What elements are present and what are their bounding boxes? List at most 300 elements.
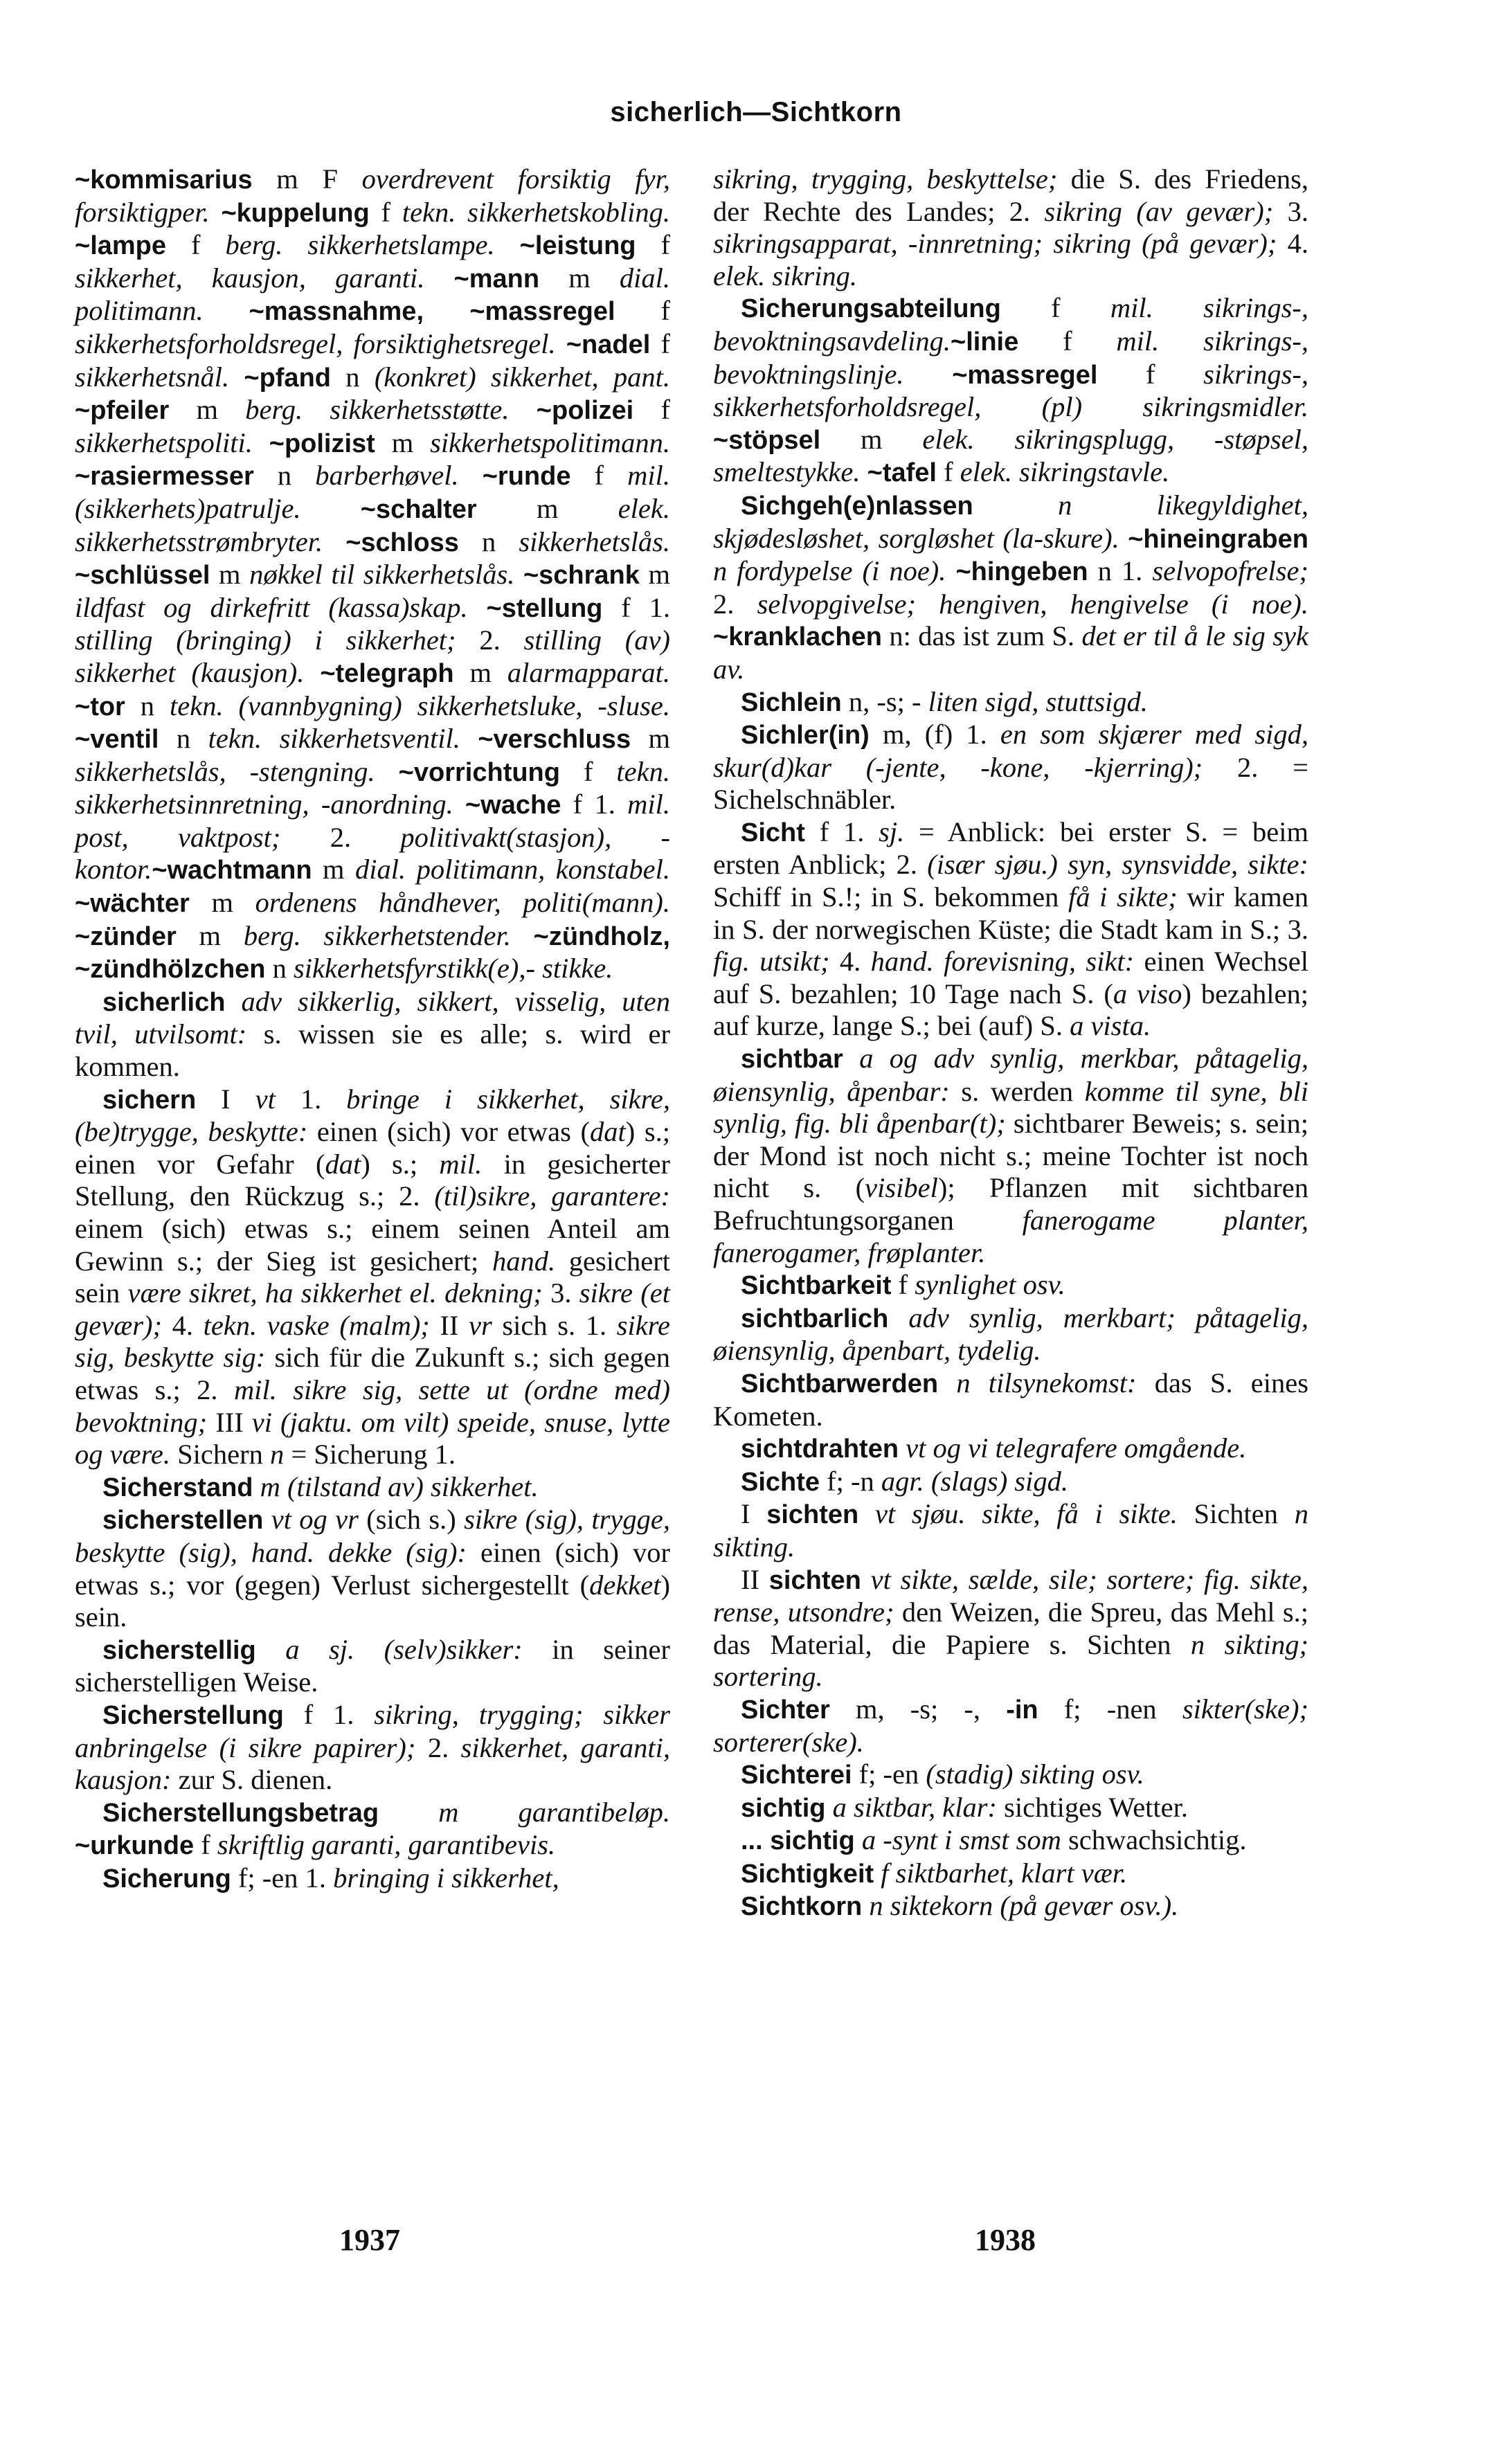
entry-text: [861, 456, 867, 487]
entry-headword: Sichtbarkeit: [741, 1271, 892, 1301]
dictionary-entry: [713, 1367, 1308, 1432]
entry-text: schwachsichtig.: [1061, 1824, 1247, 1856]
entry-text: [874, 1857, 881, 1889]
entry-headword: ~polizei: [536, 396, 634, 426]
dictionary-entry: [713, 1498, 1308, 1563]
entry-gloss: barberhøvel.: [315, 460, 459, 492]
dictionary-entry: [75, 163, 670, 986]
entry-gloss: selvopofrelse;: [1152, 555, 1308, 587]
entry-text: 3.: [542, 1277, 579, 1309]
entry-headword: ~leistung: [519, 231, 636, 261]
entry-text: sichtiges Wetter.: [996, 1791, 1189, 1823]
entry-text: einem (sich) etwas s.; einem seinen Anteil am Gewinn s.; der Sieg ist gesichert;: [75, 1213, 670, 1277]
entry-text: [210, 197, 222, 228]
entry-headword: Sichler(in): [741, 721, 870, 750]
entry-gloss: sj.: [879, 816, 905, 847]
entry-gloss: fig. utsikt;: [713, 946, 830, 978]
dictionary-entry: [713, 686, 1308, 719]
entry-gloss: vt sikte, sælde, sile; sortere; fig. sikte, rense, utsondre;: [713, 1563, 1309, 1628]
entry-headword: Sicherstellungsbetrag: [102, 1798, 379, 1828]
entry-headword: ~hineingraben: [1128, 524, 1308, 554]
dictionary-entry: [713, 163, 1308, 292]
entry-text: m: [176, 919, 244, 951]
entry-text: s. werden: [949, 1075, 1085, 1107]
dictionary-entry: [75, 1699, 670, 1797]
entry-headword: ~zündholz, ~zündhölzchen: [75, 921, 670, 984]
entry-gloss: a -synt i smst som: [861, 1824, 1061, 1856]
entry-text: [825, 1792, 832, 1823]
dictionary-entry: [75, 1471, 670, 1504]
entry-text: [304, 657, 320, 688]
dictionary-entry: [75, 1797, 670, 1862]
entry-gloss: sikkerhetspolitimann.: [430, 426, 670, 458]
entry-text: m F: [252, 163, 362, 195]
entry-text: 3.: [1273, 195, 1308, 227]
entry-text: f: [570, 460, 628, 492]
entry-headword: ~nadel: [566, 330, 651, 359]
entry-text: m: [169, 394, 246, 426]
entry-headword: ~telegraph: [320, 658, 454, 688]
entry-text: n: [125, 690, 170, 721]
entry-headword: -in: [1006, 1695, 1038, 1725]
dictionary-entry: [713, 1857, 1308, 1891]
entry-text: f: [1000, 292, 1110, 324]
entry-text: 1.: [275, 1083, 347, 1115]
entry-text: [495, 229, 520, 260]
entry-gloss: bringing i sikkerhet,: [333, 1862, 559, 1893]
entry-gloss: (til)sikre, garantere:: [434, 1180, 670, 1212]
entry-text: f: [166, 229, 226, 261]
entry-gloss: sikring, trygging; sikker anbringelse (i sikre papirer);: [75, 1698, 670, 1763]
entry-text: II: [429, 1309, 469, 1341]
entry-gloss: dekket: [589, 1569, 661, 1601]
entry-gloss: n sikting; sortering.: [713, 1628, 1308, 1693]
dictionary-entry: [713, 719, 1308, 816]
entry-text: m: [639, 559, 670, 591]
dictionary-entry: [713, 1824, 1308, 1857]
entry-text: einen (sich) vor etwas s.; vor (gegen) Verlust sichergestellt (: [75, 1536, 670, 1601]
entry-headword: ~massnahme, ~massregel: [249, 297, 615, 327]
entry-headword: sichern: [102, 1085, 197, 1115]
entry-gloss: m garantibeløp.: [438, 1796, 670, 1828]
entry-text: m: [312, 854, 355, 885]
entry-text: [204, 295, 249, 326]
entry-gloss: ordenens håndhever, politi(mann).: [255, 887, 670, 919]
entry-text: [510, 394, 537, 425]
entry-gloss: (konkret) sikkerhet, pant.: [374, 361, 670, 393]
entry-headword: ~wächter: [75, 889, 190, 919]
entry-text: f: [369, 196, 402, 228]
entry-text: n: [331, 361, 375, 393]
entry-text: [855, 1824, 862, 1855]
entry-text: [453, 789, 465, 820]
entry-gloss: berg. sikkerhetslampe.: [225, 229, 495, 261]
entry-headword: ~verschluss: [478, 725, 631, 755]
dictionary-entry: [75, 986, 670, 1083]
entry-text: f; -nen: [1038, 1693, 1182, 1725]
entry-headword: ~massregel: [952, 360, 1098, 390]
entry-text: sich für die Zukunft s.; sich gegen etwas s.; 2.: [75, 1342, 671, 1405]
entry-gloss: politivakt(stasjon), -kontor.: [75, 821, 671, 885]
entry-gloss: hand. forevisning, sikt:: [870, 946, 1135, 978]
entry-gloss: være sikret, ha sikkerhet el. dekning;: [127, 1277, 543, 1309]
entry-text: den Weizen, die Spreu, das Mehl s.; das Material, die Papiere s. Sichten: [713, 1596, 1308, 1660]
entry-text: einen Wechsel auf S. bezahlen; 10 Tage nach S. (: [713, 946, 1308, 1009]
entry-headword: ~rasiermesser: [75, 462, 254, 492]
entry-text: n: [265, 953, 294, 984]
entry-text: I: [196, 1083, 255, 1115]
entry-gloss: vt sjøu. sikte, få i sikte.: [874, 1498, 1178, 1530]
entry-gloss: sikkerhetslås.: [519, 525, 670, 557]
entry-gloss: bringe i sikkerhet, sikre, (be)trygge, beskytte:: [75, 1083, 670, 1148]
entry-gloss: en som skjærer med sigd, skur(d)kar (-jente, -kone, -kjerring);: [713, 719, 1308, 783]
entry-gloss: a og adv synlig, merkbar, påtagelig, øiensynlig, åpenbar:: [713, 1043, 1309, 1107]
entry-headword: sichtbar: [741, 1045, 843, 1074]
entry-gloss: a siktbar, klar:: [832, 1791, 997, 1823]
entry-text: 2.: [456, 624, 524, 656]
dictionary-entry: [713, 816, 1308, 1043]
entry-headword: Sicht: [741, 818, 805, 847]
entry-text: = Sicherung 1.: [284, 1439, 456, 1470]
entry-gloss: f siktbarhet, klart vær.: [881, 1857, 1128, 1889]
entry-gloss: stilling (av) sikkerhet (kausjon).: [75, 624, 670, 688]
dictionary-entry: [713, 1269, 1308, 1302]
entry-text: m: [631, 723, 671, 755]
entry-gloss: mil.: [439, 1148, 483, 1180]
entry-text: [938, 1367, 956, 1398]
entry-text: n: [253, 460, 316, 492]
entry-text: [1119, 523, 1128, 554]
entry-text: 2. = Sichelschnäbler.: [713, 751, 1309, 816]
running-header: sicherlich—Sichtkorn: [610, 97, 902, 127]
entry-headword: sichtbarlich: [741, 1304, 889, 1333]
entry-text: [862, 1890, 869, 1921]
entry-text: sich s. 1.: [492, 1309, 617, 1341]
entry-text: f 1.: [602, 591, 670, 623]
entry-headword: Sicherung: [102, 1864, 231, 1893]
entry-text: = Anblick: bei erster S. = beim ersten Anblick; 2.: [713, 816, 1308, 881]
entry-text: [253, 1471, 260, 1502]
entry-headword: ~polizist: [269, 429, 375, 458]
entry-headword: Sichtigkeit: [741, 1859, 874, 1889]
dictionary-entry: [713, 292, 1308, 489]
entry-headword: ~stöpsel: [713, 425, 821, 455]
entry-text: [511, 920, 534, 951]
entry-headword: sichten: [768, 1565, 861, 1595]
entry-gloss: sikrings-, sikkerhetsforholdsregel, (pl) sikringsmidler.: [713, 358, 1308, 423]
entry-gloss: nøkkel til sikkerhetslås.: [249, 559, 515, 591]
entry-headword: sichtdrahten: [741, 1434, 899, 1464]
entry-text: ) bezahlen; auf kurze, lange S.; bei (auf) S.: [713, 978, 1308, 1042]
dictionary-entry: [713, 1432, 1308, 1466]
entry-text: [858, 1498, 875, 1529]
entry-text: [946, 555, 955, 586]
entry-headword: Sicherstand: [102, 1473, 253, 1502]
entry-gloss: a vista.: [1070, 1010, 1151, 1042]
entry-headword: Sichlein: [741, 687, 842, 717]
entry-gloss: mil. post, vaktpost;: [75, 789, 670, 853]
entry-gloss: tekn. sikkerhetsinnretning, -anordning.: [75, 755, 671, 820]
entry-gloss: sikkerhetspoliti.: [75, 426, 253, 458]
entry-text: f 1.: [561, 789, 628, 820]
entry-text: f: [194, 1829, 217, 1861]
entry-headword: ~lampe: [75, 231, 167, 261]
entry-text: [253, 427, 269, 458]
entry-gloss: elek. sikringstavle.: [960, 456, 1170, 488]
entry-gloss: få i sikte;: [1068, 881, 1178, 913]
dictionary-entry: [713, 1043, 1308, 1269]
entry-gloss: visibel: [865, 1172, 938, 1204]
entry-text: f: [936, 456, 960, 488]
entry-text: gesichert sein: [75, 1245, 670, 1309]
entry-text: m: [476, 492, 618, 524]
entry-text: n: [159, 723, 208, 755]
entry-gloss: sikre (et gevær);: [75, 1277, 670, 1341]
entry-gloss: vi (jaktu. om vilt) speide, snuse, lytte og være.: [75, 1406, 670, 1470]
entry-text: sichtbarer Beweis; s. sein; der Mond ist noch nicht s.; meine Tochter ist noch nicht s. (: [713, 1108, 1308, 1204]
entry-text: 2.: [415, 1731, 461, 1763]
entry-gloss: fanerogame planter, fanerogamer, frøplanter.: [713, 1205, 1308, 1268]
entry-text: [256, 1634, 286, 1665]
entry-gloss: n siktekorn (på gevær osv.).: [869, 1890, 1179, 1922]
entry-text: f: [891, 1269, 915, 1301]
entry-text: 2.: [713, 588, 757, 620]
entry-headword: Sicherungsabteilung: [741, 294, 1001, 324]
dictionary-entry: [713, 1758, 1308, 1792]
entry-headword: ~tafel: [867, 458, 937, 488]
entry-gloss: vt: [255, 1083, 276, 1115]
entry-text: m: [375, 426, 431, 458]
entry-headword: sicherlich: [102, 987, 226, 1017]
entry-headword: ~vorrichtung: [398, 757, 560, 787]
entry-text: [323, 526, 345, 557]
entry-headword: ~ventil: [75, 725, 159, 755]
entry-text: m: [820, 423, 923, 455]
entry-gloss: m (tilstand av) sikkerhet.: [260, 1470, 539, 1502]
entry-headword: ~kommisarius: [75, 165, 253, 195]
entry-text: [514, 559, 523, 590]
entry-headword: ~pfand: [244, 363, 331, 393]
entry-headword: ... sichtig: [741, 1826, 855, 1856]
entry-text: [888, 1302, 908, 1333]
entry-headword: ~hingeben: [955, 557, 1088, 587]
entry-gloss: stilling (bringing) i sikkerhet;: [75, 624, 456, 656]
entry-text: f: [636, 229, 670, 261]
entry-gloss: synlighet osv.: [915, 1269, 1065, 1301]
entry-text: Schiff in S.!; in S. bekommen: [713, 881, 1069, 913]
entry-headword: ~urkunde: [75, 1831, 195, 1861]
entry-text: I: [741, 1498, 767, 1530]
entry-text: [904, 359, 953, 390]
entry-headword: ~schlüssel: [75, 561, 210, 591]
entry-headword: Sicherstellung: [102, 1700, 284, 1730]
entry-gloss: sikre (sig), trygge, beskytte (sig), hand. dekke (sig):: [75, 1504, 670, 1568]
entry-gloss: berg. sikkerhetstender.: [243, 919, 511, 951]
entry-gloss: sikter(ske); sorterer(ske).: [713, 1693, 1308, 1758]
entry-gloss: sikring, trygging, beskyttelse;: [713, 163, 1058, 195]
entry-text: 4.: [161, 1309, 204, 1341]
dictionary-entry: [713, 1466, 1308, 1499]
dictionary-entry: [75, 1504, 670, 1633]
entry-text: [301, 493, 361, 524]
entry-text: einen (sich) vor etwas (: [307, 1116, 590, 1148]
entry-headword: ~runde: [482, 462, 571, 492]
entry-headword: ~pfeiler: [75, 396, 170, 426]
dictionary-entry: [75, 1083, 670, 1471]
entry-gloss: sikkerhet, kausjon, garanti.: [75, 262, 425, 294]
entry-gloss: a viso: [1113, 978, 1182, 1009]
entry-headword: ~mann: [453, 264, 540, 294]
entry-gloss: sikkerhetsforholdsregel, forsiktighetsregel.: [75, 327, 556, 359]
entry-headword: ~schrank: [523, 561, 640, 591]
entry-headword: Sichterei: [741, 1761, 852, 1790]
entry-text: das S. eines Kometen.: [713, 1367, 1309, 1432]
entry-text: n: das ist zum S.: [881, 620, 1082, 652]
entry-gloss: alarmapparat.: [507, 656, 670, 688]
entry-gloss: (især sjøu.) syn, synsvidde, sikte:: [927, 849, 1309, 881]
entry-gloss: elek. sikringsplugg, -støpsel, smeltestykke.: [713, 423, 1308, 488]
entry-gloss: sikkerhetslås, -stengning.: [75, 755, 375, 787]
entry-gloss: mil. sikrings-, bevoktningslinje.: [713, 325, 1308, 390]
entry-gloss: sikring (av gevær);: [1044, 195, 1274, 227]
entry-gloss: adv sikkerlig, sikkert, visselig, uten tvil, utvilsomt:: [75, 985, 670, 1050]
entry-gloss: vt og vi telegrafere omgående.: [906, 1432, 1247, 1464]
entry-headword: ~zünder: [75, 921, 177, 951]
entry-gloss: tekn. sikkerhetsventil.: [208, 723, 460, 755]
entry-text: n: [458, 525, 519, 557]
entry-text: [468, 592, 487, 623]
entry-headword: sicherstellen: [102, 1506, 264, 1536]
entry-headword: sichten: [766, 1500, 859, 1530]
entry-text: [556, 328, 566, 359]
entry-text: f: [650, 327, 670, 359]
entry-text: Sichten: [1177, 1498, 1295, 1530]
entry-gloss: elek. sikring.: [713, 260, 858, 291]
dictionary-entry: [713, 1890, 1308, 1923]
entry-gloss: det er til å le sig syk av.: [713, 620, 1308, 685]
entry-text: [843, 1043, 859, 1074]
entry-text: f; -n: [820, 1465, 881, 1497]
entry-text: ) s.; einen vor Gefahr (: [75, 1116, 671, 1180]
entry-text: f: [559, 755, 617, 787]
entry-text: f 1.: [804, 816, 879, 847]
entry-text: [459, 460, 483, 491]
entry-gloss: ildfast og dirkefritt (kassa)skap.: [75, 591, 468, 623]
entry-text: Sichern: [170, 1439, 270, 1470]
entry-text: s. wissen sie es alle; s. wird er kommen.: [75, 1018, 671, 1083]
entry-headword: Sichtbarwerden: [741, 1369, 939, 1398]
right-column: [713, 163, 1308, 1923]
entry-headword: Sichter: [741, 1695, 830, 1725]
entry-text: in seiner sicherstelligen Weise.: [75, 1633, 670, 1698]
entry-text: [861, 1564, 871, 1595]
dictionary-entry: [713, 1693, 1308, 1758]
entry-text: ) sein.: [75, 1569, 670, 1633]
entry-text: (sich s.): [358, 1504, 465, 1536]
entry-text: [225, 986, 241, 1017]
entry-headword: sicherstellig: [102, 1635, 256, 1665]
entry-gloss: berg. sikkerhetsstøtte.: [245, 394, 510, 426]
dictionary-entry: [75, 1634, 670, 1699]
entry-headword: Sichgeh(e)nlassen: [741, 491, 973, 521]
entry-text: zur S. dienen.: [171, 1764, 333, 1796]
entry-gloss: liten sigd, stuttsigd.: [928, 685, 1148, 717]
page-number-left: 1937: [339, 2223, 400, 2257]
entry-headword: Sichtkorn: [741, 1892, 863, 1922]
entry-gloss: sikre sig, beskytte sig:: [75, 1309, 671, 1374]
entry-text: 2.: [280, 821, 401, 853]
entry-gloss: tekn. vaske (malm);: [203, 1309, 430, 1341]
dictionary-entry: [713, 1564, 1308, 1693]
entry-gloss: tekn. sikkerhetskobling.: [402, 196, 670, 228]
entry-gloss: mil. (sikkerhets)patrulje.: [75, 460, 671, 524]
entry-gloss: komme til syne, bli synlig, fig. bli åpenbar(t);: [713, 1075, 1308, 1140]
page-number-right: 1938: [975, 2223, 1036, 2257]
entry-gloss: (stadig) sikting osv.: [926, 1758, 1144, 1790]
entry-headword: ~kuppelung: [221, 198, 370, 228]
entry-text: f 1.: [283, 1698, 375, 1730]
entry-gloss: agr. (slags) sigd.: [881, 1465, 1068, 1497]
entry-text: m: [189, 887, 255, 919]
entry-text: [424, 262, 453, 294]
entry-gloss: n: [269, 1439, 285, 1470]
entry-text: f: [1018, 325, 1117, 357]
entry-gloss: mil. sikrings-, bevoktningsavdeling.: [713, 292, 1308, 357]
entry-gloss: n tilsynekomst:: [956, 1367, 1137, 1398]
entry-text: [229, 361, 244, 393]
entry-text: n 1.: [1088, 555, 1153, 587]
entry-text: f; -en 1.: [231, 1862, 334, 1893]
entry-text: [375, 756, 399, 787]
entry-gloss: sikkerhetsfyrstikk(e),- stikke.: [294, 953, 613, 984]
entry-gloss: dial. politimann.: [75, 262, 671, 327]
entry-text: f; -en: [852, 1758, 926, 1790]
entry-text: n, -s; -: [841, 685, 928, 717]
entry-gloss: n sikting.: [713, 1498, 1308, 1563]
entry-gloss: hand.: [492, 1245, 556, 1277]
entry-text: ) s.;: [361, 1148, 440, 1180]
entry-gloss: a sj. (selv)sikker:: [285, 1633, 523, 1665]
entry-text: [379, 1797, 438, 1828]
entry-gloss: sikringsapparat, -innretning; sikring (på gevær);: [713, 228, 1277, 260]
entry-text: [263, 1504, 271, 1535]
entry-text: m: [453, 656, 507, 688]
entry-text: f: [1097, 358, 1204, 390]
entry-headword: ~tor: [75, 692, 125, 721]
dictionary-entry: [713, 1792, 1308, 1825]
entry-text: die S. des Friedens, der Rechte des Landes; 2.: [713, 163, 1309, 227]
entry-gloss: sikkerhet, garanti, kausjon:: [75, 1731, 670, 1796]
entry-gloss: vr: [469, 1309, 492, 1341]
entry-text: m, -s; -,: [829, 1693, 1007, 1725]
entry-gloss: n likegyldighet, skjødesløshet, sorgløshet (la-skure).: [713, 489, 1308, 554]
entry-gloss: skriftlig garanti, garantibevis.: [217, 1829, 556, 1861]
entry-text: m, (f) 1.: [869, 719, 1000, 750]
dictionary-entry: [75, 1862, 670, 1896]
entry-text: ); Pflanzen mit sichtbaren Befruchtungsorganen: [713, 1172, 1308, 1236]
entry-text: f: [633, 394, 670, 426]
entry-headword: Sichte: [741, 1467, 820, 1497]
entry-text: wir kamen in S. der norwegischen Küste; die Stadt kam in S.; 3.: [713, 881, 1308, 945]
entry-gloss: elek. sikkerhetsstrømbryter.: [75, 492, 670, 557]
entry-gloss: vt og vr: [271, 1504, 359, 1536]
entry-headword: ~wache: [465, 791, 561, 820]
entry-text: [460, 723, 478, 754]
dictionary-entry: [713, 1302, 1308, 1367]
entry-gloss: sikkerhetsnål.: [75, 361, 230, 393]
entry-text: 4.: [1277, 228, 1308, 260]
entry-headword: ~schalter: [360, 494, 477, 524]
